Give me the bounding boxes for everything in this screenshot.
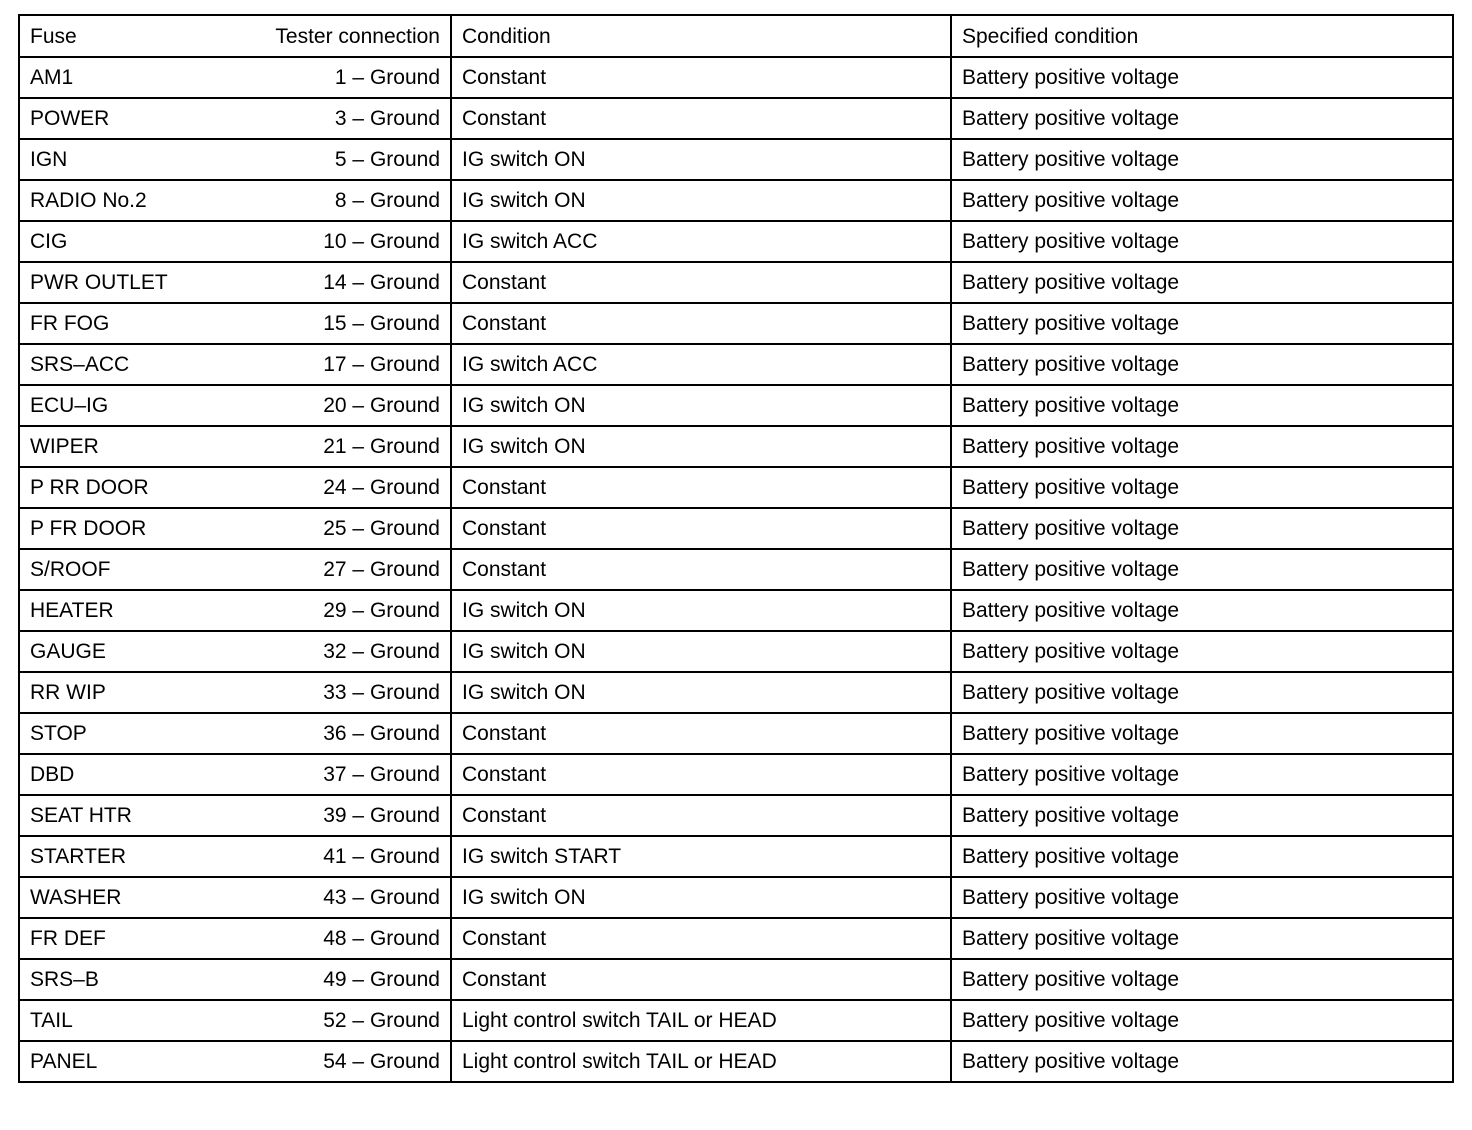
fuse-tester-cell (19, 57, 451, 98)
fuse-tester-cell (19, 508, 451, 549)
specified-condition-cell: Battery positive voltage (951, 918, 1453, 959)
condition-cell: Constant (451, 713, 951, 754)
condition-cell: IG switch ON (451, 877, 951, 918)
tester-connection: 8 – Ground (334, 189, 440, 212)
condition-cell: Constant (451, 98, 951, 139)
fuse-tester-cell (19, 795, 451, 836)
specified-condition-cell: Battery positive voltage (951, 959, 1453, 1000)
header-condition: Condition (451, 15, 951, 57)
tester-connection: 10 – Ground (323, 230, 440, 253)
tester-connection: 21 – Ground (323, 435, 440, 458)
specified-condition-cell: Battery positive voltage (951, 795, 1453, 836)
condition-cell: IG switch ON (451, 139, 951, 180)
table-row (19, 918, 1453, 959)
tester-connection: 5 – Ground (334, 148, 440, 171)
table-row (19, 385, 1453, 426)
specified-condition-cell: Battery positive voltage (951, 180, 1453, 221)
fuse-tester-cell (19, 877, 451, 918)
fuse-name: ECU–IG (30, 394, 109, 417)
specified-condition-cell: Battery positive voltage (951, 672, 1453, 713)
fuse-name: STARTER (30, 845, 127, 868)
table-row (19, 303, 1453, 344)
fuse-name: HEATER (30, 599, 114, 622)
table-row (19, 467, 1453, 508)
tester-connection: 24 – Ground (323, 476, 440, 499)
specified-condition-cell: Battery positive voltage (951, 549, 1453, 590)
table-row (19, 959, 1453, 1000)
tester-connection: 3 – Ground (334, 107, 440, 130)
tester-connection: 39 – Ground (323, 804, 440, 827)
tester-connection: 29 – Ground (323, 599, 440, 622)
tester-connection: 54 – Ground (323, 1050, 440, 1073)
table-row (19, 713, 1453, 754)
fuse-tester-cell (19, 959, 451, 1000)
fuse-tester-cell (19, 631, 451, 672)
fuse-tester-cell (19, 262, 451, 303)
fuse-name: FR DEF (30, 927, 106, 950)
table-row (19, 672, 1453, 713)
fuse-name: TAIL (30, 1009, 73, 1032)
fuse-tester-cell (19, 549, 451, 590)
fuse-inspection-sheet (18, 14, 1452, 1083)
fuse-name: P RR DOOR (30, 476, 149, 499)
condition-cell: Constant (451, 549, 951, 590)
condition-cell: IG switch ACC (451, 221, 951, 262)
condition-cell: Constant (451, 57, 951, 98)
specified-condition-cell: Battery positive voltage (951, 57, 1453, 98)
condition-cell: IG switch START (451, 836, 951, 877)
fuse-tester-cell (19, 672, 451, 713)
specified-condition-cell: Battery positive voltage (951, 1041, 1453, 1082)
fuse-tester-cell (19, 590, 451, 631)
specified-condition-cell: Battery positive voltage (951, 631, 1453, 672)
tester-connection: 48 – Ground (323, 927, 440, 950)
table-row (19, 549, 1453, 590)
fuse-name: CIG (30, 230, 68, 253)
specified-condition-cell: Battery positive voltage (951, 1000, 1453, 1041)
fuse-tester-cell (19, 426, 451, 467)
table-row (19, 221, 1453, 262)
specified-condition-cell: Battery positive voltage (951, 262, 1453, 303)
fuse-tester-cell (19, 139, 451, 180)
specified-condition-cell: Battery positive voltage (951, 385, 1453, 426)
specified-condition-cell: Battery positive voltage (951, 221, 1453, 262)
fuse-tester-cell (19, 344, 451, 385)
specified-condition-cell: Battery positive voltage (951, 713, 1453, 754)
condition-cell: IG switch ON (451, 590, 951, 631)
tester-connection: 36 – Ground (323, 722, 440, 745)
tester-connection: 32 – Ground (323, 640, 440, 663)
fuse-tester-cell (19, 713, 451, 754)
tester-connection: 33 – Ground (323, 681, 440, 704)
fuse-name: AM1 (30, 66, 74, 89)
header-tester-connection: Tester connection (275, 24, 440, 48)
specified-condition-cell: Battery positive voltage (951, 836, 1453, 877)
condition-cell: Light control switch TAIL or HEAD (451, 1000, 951, 1041)
tester-connection: 49 – Ground (323, 968, 440, 991)
table-row (19, 344, 1453, 385)
fuse-name: RR WIP (30, 681, 106, 704)
fuse-tester-cell (19, 180, 451, 221)
specified-condition-cell: Battery positive voltage (951, 877, 1453, 918)
table-row (19, 262, 1453, 303)
fuse-tester-cell (19, 1041, 451, 1082)
specified-condition-cell: Battery positive voltage (951, 426, 1453, 467)
fuse-name: WIPER (30, 435, 99, 458)
condition-cell: Constant (451, 262, 951, 303)
tester-connection: 14 – Ground (323, 271, 440, 294)
table-row (19, 836, 1453, 877)
table-row (19, 631, 1453, 672)
tester-connection: 25 – Ground (323, 517, 440, 540)
fuse-name: WASHER (30, 886, 122, 909)
condition-cell: IG switch ON (451, 180, 951, 221)
fuse-name: SRS–B (30, 968, 99, 991)
fuse-tester-cell (19, 385, 451, 426)
tester-connection: 37 – Ground (323, 763, 440, 786)
specified-condition-cell: Battery positive voltage (951, 303, 1453, 344)
condition-cell: Constant (451, 754, 951, 795)
tester-connection: 20 – Ground (323, 394, 440, 417)
condition-cell: IG switch ON (451, 426, 951, 467)
fuse-tester-cell (19, 918, 451, 959)
fuse-tester-cell (19, 1000, 451, 1041)
header-specified-condition: Specified condition (951, 15, 1453, 57)
table-row (19, 795, 1453, 836)
fuse-tester-cell (19, 98, 451, 139)
specified-condition-cell: Battery positive voltage (951, 344, 1453, 385)
fuse-name: IGN (30, 148, 68, 171)
fuse-tester-cell (19, 754, 451, 795)
fuse-name: STOP (30, 722, 87, 745)
tester-connection: 15 – Ground (323, 312, 440, 335)
fuse-name: SRS–ACC (30, 353, 130, 376)
specified-condition-cell: Battery positive voltage (951, 590, 1453, 631)
condition-cell: Constant (451, 467, 951, 508)
table-row (19, 590, 1453, 631)
fuse-name: DBD (30, 763, 75, 786)
header-fuse-tester-cell (19, 15, 451, 57)
table-row (19, 139, 1453, 180)
tester-connection: 27 – Ground (323, 558, 440, 581)
condition-cell: Constant (451, 959, 951, 1000)
tester-connection: 52 – Ground (323, 1009, 440, 1032)
table-row (19, 877, 1453, 918)
table-header-row (19, 15, 1453, 57)
header-fuse: Fuse (30, 24, 77, 48)
fuse-name: POWER (30, 107, 110, 130)
tester-connection: 41 – Ground (323, 845, 440, 868)
fuse-tester-cell (19, 467, 451, 508)
table-row (19, 57, 1453, 98)
fuse-tester-cell (19, 303, 451, 344)
table-row (19, 1041, 1453, 1082)
specified-condition-cell: Battery positive voltage (951, 508, 1453, 549)
condition-cell: Constant (451, 508, 951, 549)
fuse-name: P FR DOOR (30, 517, 147, 540)
specified-condition-cell: Battery positive voltage (951, 98, 1453, 139)
condition-cell: Constant (451, 795, 951, 836)
fuse-name: S/ROOF (30, 558, 111, 581)
condition-cell: IG switch ON (451, 631, 951, 672)
fuse-name: SEAT HTR (30, 804, 132, 827)
fuse-name: RADIO No.2 (30, 189, 147, 212)
condition-cell: Constant (451, 303, 951, 344)
tester-connection: 1 – Ground (334, 66, 440, 89)
condition-cell: IG switch ON (451, 672, 951, 713)
table-row (19, 508, 1453, 549)
specified-condition-cell: Battery positive voltage (951, 754, 1453, 795)
fuse-tester-cell (19, 221, 451, 262)
fuse-name: PANEL (30, 1050, 98, 1073)
fuse-inspection-table (18, 14, 1454, 1083)
tester-connection: 17 – Ground (323, 353, 440, 376)
table-row (19, 98, 1453, 139)
fuse-name: GAUGE (30, 640, 106, 663)
condition-cell: Constant (451, 918, 951, 959)
condition-cell: IG switch ACC (451, 344, 951, 385)
condition-cell: IG switch ON (451, 385, 951, 426)
fuse-name: PWR OUTLET (30, 271, 168, 294)
fuse-tester-cell (19, 836, 451, 877)
condition-cell: Light control switch TAIL or HEAD (451, 1041, 951, 1082)
table-body (19, 57, 1453, 1082)
table-row (19, 180, 1453, 221)
table-row (19, 426, 1453, 467)
specified-condition-cell: Battery positive voltage (951, 467, 1453, 508)
fuse-name: FR FOG (30, 312, 110, 335)
tester-connection: 43 – Ground (323, 886, 440, 909)
specified-condition-cell: Battery positive voltage (951, 139, 1453, 180)
table-row (19, 754, 1453, 795)
table-row (19, 1000, 1453, 1041)
